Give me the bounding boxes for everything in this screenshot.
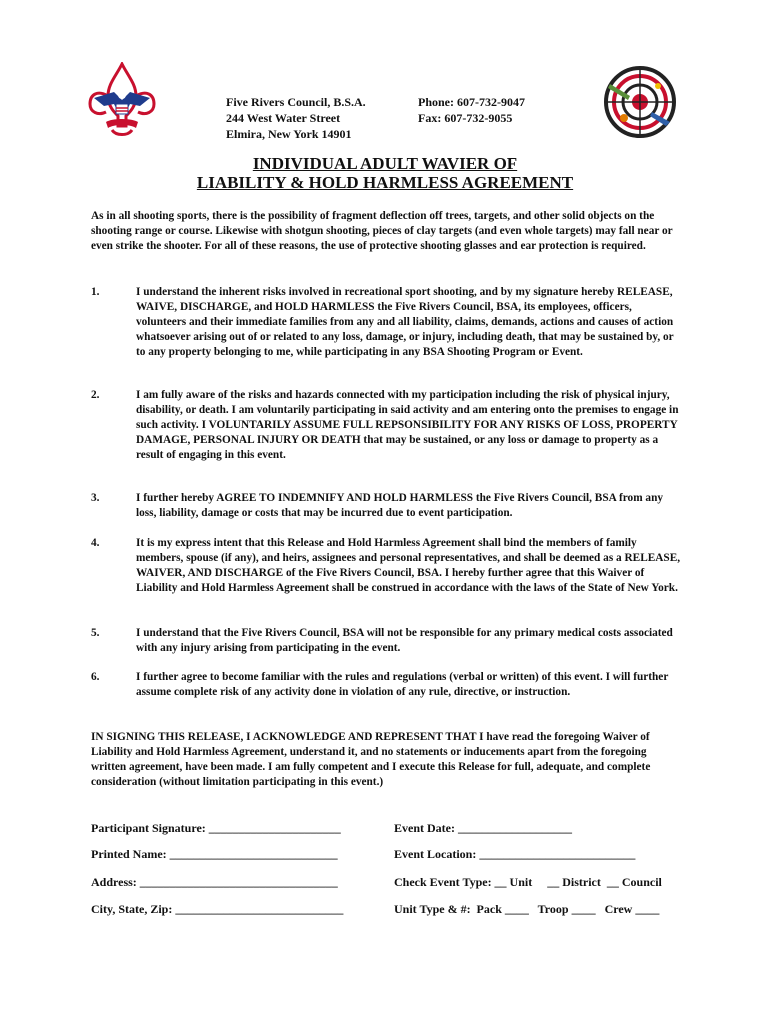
printed-name-field[interactable]: Printed Name: ____________________________ (91, 847, 338, 861)
clause-text: I am fully aware of the risks and hazards connected with my participation including the risk of physical injury, disability, or death. I am voluntarily participating in said activity and am entering onto the premises to engage in such activity. I VOLUNTARILY ASSUME FULL REPSONSIBILITY FOR ANY RISKS OF LOSS, PROPERTY DAMAGE, PERSONAL INJURY OR DEATH that may be sustained, or any loss or damage to property as a result of engaging in this event. (136, 389, 679, 461)
clause-text: I further agree to become familiar with the rules and regulations (verbal or written) of this event. I will further assume complete risk of any activity done in violation of any rule, directive, or instruction. (136, 671, 669, 698)
address-line-1: Five Rivers Council, B.S.A. (226, 95, 366, 109)
clause-text: It is my express intent that this Release and Hold Harmless Agreement shall bind the members of family members, spouse (if any), and heirs, assignees and personal representatives, and shall be deemed as a RELEASE, WAIVER, AND DISCHARGE of the Five Rivers Council, BSA. I hereby further agree that this Waiver of Liability and Hold Harmless Agreement shall be construed in accordance with the laws of the State of New York. (136, 537, 681, 594)
document-title (0, 154, 770, 192)
unit-type-field[interactable]: Unit Type & #: Pack ____ Troop ____ Crew ____ (394, 902, 660, 916)
clause-number: 3. (91, 492, 100, 504)
shooting-target-logo-icon (600, 62, 680, 142)
council-contact (418, 94, 525, 126)
phone-number: Phone: 607-732-9047 (418, 95, 525, 109)
address-line-3: Elmira, New York 14901 (226, 127, 352, 141)
clause-3 (91, 491, 683, 521)
clause-text: I understand that the Five Rivers Council, BSA will not be responsible for any primary medical costs associated with any injury arising from participating in the event. (136, 627, 673, 654)
intro-paragraph: As in all shooting sports, there is the possibility of fragment deflection off trees, targets, and other solid objects on the shooting range or course. Likewise with shotgun shooting, pieces of clay targets (and even whole targets) may fall near or even strike the shooter. For all of these reasons, the use of protective shooting glasses and ear protection is required. (91, 210, 673, 252)
clause-5 (91, 626, 683, 656)
clause-number: 4. (91, 537, 100, 549)
clause-2 (91, 388, 683, 463)
fax-number: Fax: 607-732-9055 (418, 111, 513, 125)
participant-signature-field[interactable]: Participant Signature: ______________________ (91, 821, 341, 835)
council-address (226, 94, 366, 142)
clause-number: 1. (91, 286, 100, 298)
clause-1 (91, 285, 683, 360)
clause-text: I understand the inherent risks involved in recreational sport shooting, and by my signature hereby RELEASE, WAIVE, DISCHARGE, and HOLD HARMLESS the Five Rivers Council, BSA, its employees, officers, volunteers and their immediate families from any and all liability, claims, demands, actions and causes of action whatsoever arising out of or related to any loss, damage, or injury, including death, that may be sustained by, or to any property belonging to me, while participating in any BSA Shooting Program or Event. (136, 286, 674, 358)
event-location-field[interactable]: Event Location: __________________________ (394, 847, 636, 861)
event-type-field[interactable]: Check Event Type: __ Unit __ District __ Council (394, 875, 662, 889)
closing-statement: IN SIGNING THIS RELEASE, I ACKNOWLEDGE AND REPRESENT THAT I have read the foregoing Waiver of Liability and Hold Harmless Agreement, understand it, and no statements or inducements apart from the foregoing written agreement, have been made. I am fully competent and I execute this Release for full, adequate, and complete consideration (without limitation participating in this event.) (91, 731, 651, 788)
clause-number: 6. (91, 671, 100, 683)
clause-text: I further hereby AGREE TO INDEMNIFY AND HOLD HARMLESS the Five Rivers Council, BSA from any loss, liability, damage or costs that may be incurred due to event participation. (136, 492, 664, 519)
clause-4 (91, 536, 683, 596)
address-line-2: 244 West Water Street (226, 111, 341, 125)
city-state-zip-field[interactable]: City, State, Zip: ____________________________ (91, 902, 344, 916)
scouting-logo-icon (86, 62, 158, 142)
title-line-1: INDIVIDUAL ADULT WAVIER OF (252, 154, 518, 173)
title-line-2: LIABILITY & HOLD HARMLESS AGREEMENT (196, 173, 574, 192)
clause-number: 2. (91, 389, 100, 401)
clause-6 (91, 670, 683, 700)
address-field[interactable]: Address: _________________________________ (91, 875, 338, 889)
event-date-field[interactable]: Event Date: ___________________ (394, 821, 572, 835)
clause-number: 5. (91, 627, 100, 639)
